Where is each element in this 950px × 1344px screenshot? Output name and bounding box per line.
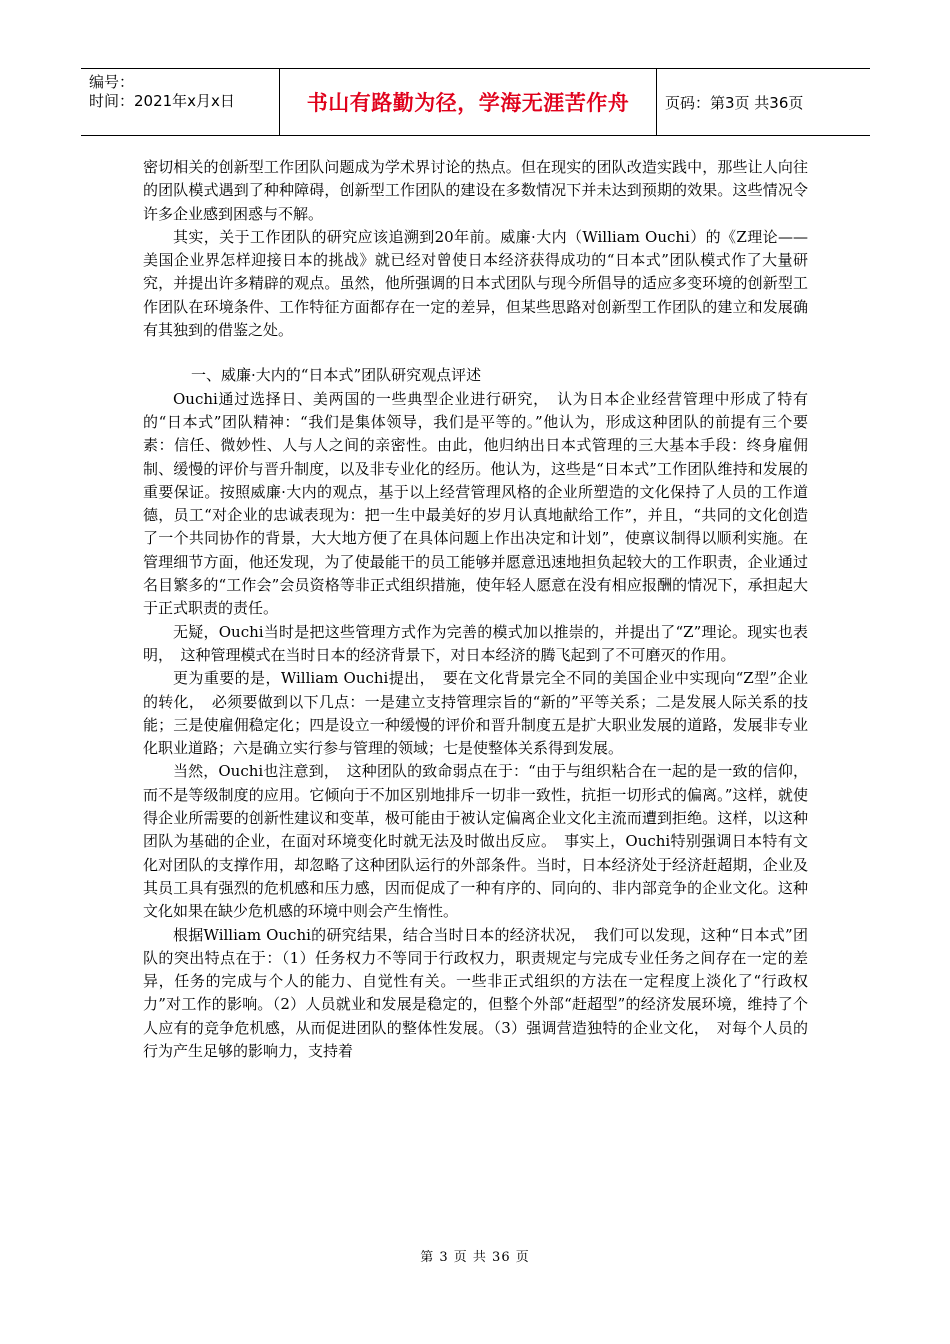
paragraph: 更为重要的是，William Ouchi提出， 要在文化背景完全不同的美国企业中实现向“Z型”企业的转化， 必须要做到以下几点：一是建立支持管理宗旨的“新的”平等关系；二是发展人际关系的技能；三是使雇佣稳定化；四是设立一种缓慢的评价和晋升制度五是扩大职业发展的道路，发展非专业化职业道路；六是确立实行参与管理的领域；七是使整体关系得到发展。 [143, 669, 808, 758]
section-heading: 一、威廉·大内的“日本式”团队研究观点评述 [191, 366, 482, 385]
paragraph: 无疑，Ouchi当时是把这些管理方式作为完善的模式加以推崇的，并提出了“Z”理论。现实也表明， 这种管理模式在当时日本的经济背景下，对日本经济的腾飞起到了不可磨灭的作用。 [143, 622, 808, 664]
page-footer: 第 3 页 共 36 页 [420, 1250, 530, 1265]
document-body [143, 156, 808, 1063]
paragraph: 根据William Ouchi的研究结果，结合当时日本的经济状况， 我们可以发现，这种“日本式”团队的突出特点在于：（1）任务权力不等同于行政权力，职责规定与完成专业任务之间存在一定的差异，任务的完成与个人的能力、自觉性有关。一些非正式组织的方法在一定程度上淡化了“行政权力”对工作的影响。（2）人员就业和发展是稳定的，但整个外部“赶超型”的经济发展环境，维持了个人应有的竞争危机感，从而促进团队的整体性发展。（3）强调营造独特的企业文化， 对每个人员的行为产生足够的影响力，支持着 [143, 925, 808, 1060]
paragraph: Ouchi通过选择日、美两国的一些典型企业进行研究， 认为日本企业经营管理中形成了特有的“日本式”团队精神：“我们是集体领导，我们是平等的。”他认为，形成这种团队的前提有三个要素：信任、微妙性、人与人之间的亲密性。由此，他归纳出日本式管理的三大基本手段：终身雇佣制、缓慢的评价与晋升制度，以及非专业化的经历。他认为，这些是“日本式”工作团队维持和发展的重要保证。按照威廉·大内的观点，基于以上经营管理风格的企业所塑造的文化保持了人员的工作道德，员工“对企业的忠诚表现为：把一生中最美好的岁月认真地献给工作”，并且，“共同的文化创造了一个共同协作的背景，大大地方便了在具体问题上作出决定和计划”，使禀议制得以顺利实施。在管理细节方面，他还发现，为了使最能干的员工能够并愿意迅速地担负起较大的工作职责，企业通过名目繁多的“工作会”会员资格等非正式组织措施，使年轻人愿意在没有相应报酬的情况下，承担起大于正式职责的责任。 [143, 389, 808, 618]
header-meta [81, 69, 279, 135]
spacer [143, 342, 808, 364]
paragraph: 其实，关于工作团队的研究应该追溯到20年前。威廉·大内（William Ouchi）的《Z理论——美国企业界怎样迎接日本的挑战》就已经对曾使日本经济获得成功的“日本式”团队模式作了大量研究，并提出许多精辟的观点。虽然，他所强调的日本式团队与现今所倡导的适应多变环境的创新型工作团队在环境条件、工作特征方面都存在一定的差异，但某些思路对创新型工作团队的建立和发展确有其独到的借鉴之处。 [143, 227, 808, 340]
page-header [81, 68, 870, 136]
paragraph: 当然，Ouchi也注意到， 这种团队的致命弱点在于：“由于与组织粘合在一起的是一致的信仰，而不是等级制度的应用。它倾向于不加区别地排斥一切非一致性，抗拒一切形式的偏离。”这样，就使得企业所需要的创新性建议和变革，极可能由于被认定偏离企业文化主流而遭到拒绝。这样，以这种团队为基础的企业，在面对环境变化时就无法及时做出反应。 事实上，Ouchi特别强调日本特有文化对团队的支撑作用，却忽略了这种团队运行的外部条件。当时，日本经济处于经济赶超期，企业及其员工具有强烈的危机感和压力感，因而促成了一种有序的、同向的、非内部竞争的企业文化。这种文化如果在缺少危机感的环境中则会产生惰性。 [143, 762, 808, 921]
date-label: 时间：2021年x月x日 [89, 92, 235, 110]
header-motto: 书山有路勤为径，学海无涯苦作舟 [306, 91, 630, 115]
number-label: 编号： [89, 73, 135, 91]
paragraph: 密切相关的创新型工作团队问题成为学术界讨论的热点。但在现实的团队改造实践中，那些让人向往的团队模式遇到了种种障碍，创新型工作团队的建设在多数情况下并未达到预期的效果。这些情况令许多企业感到困惑与不解。 [143, 158, 808, 223]
header-page-info: 页码：第3页 共36页 [665, 93, 804, 112]
